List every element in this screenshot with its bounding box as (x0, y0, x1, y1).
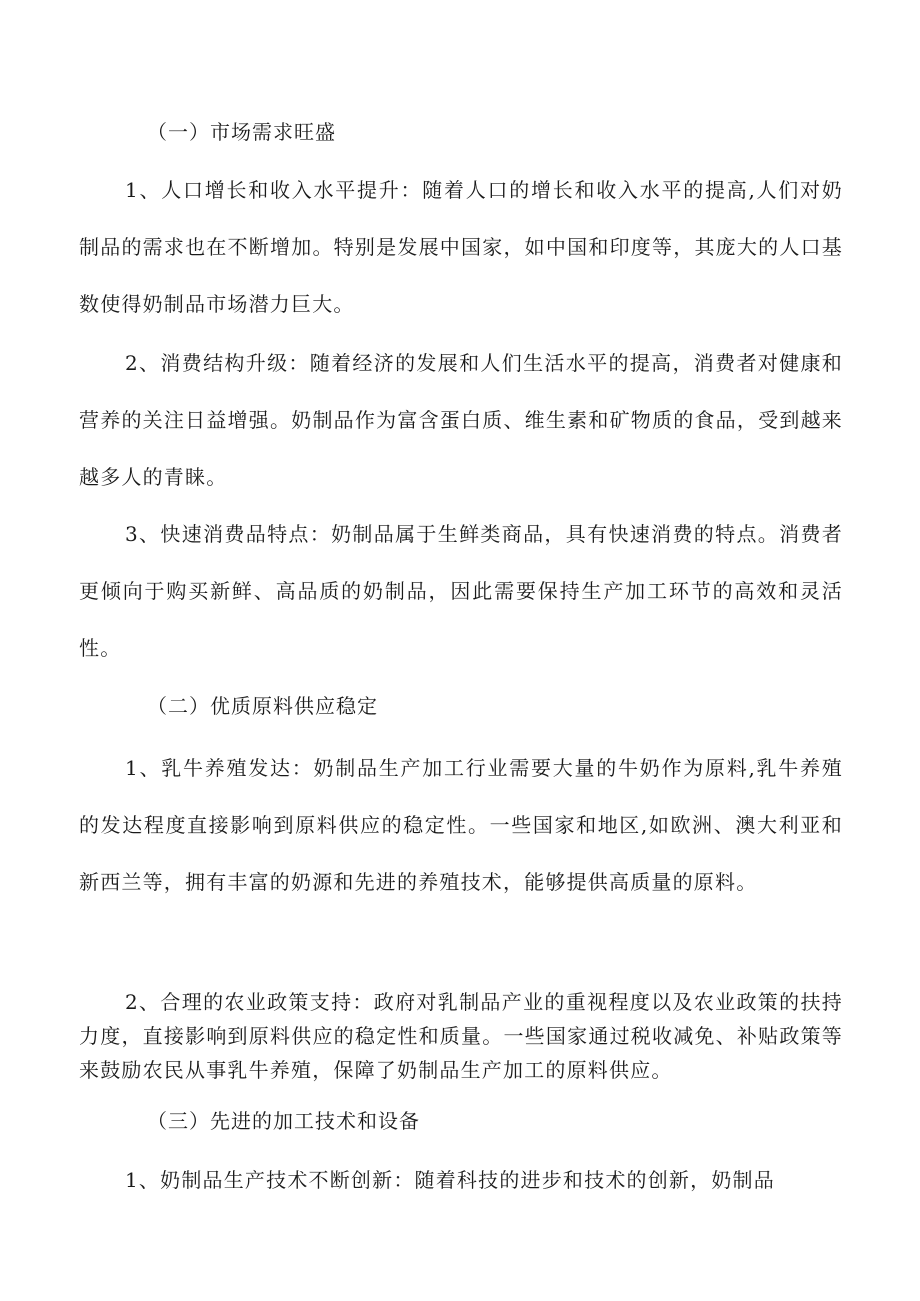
paragraph-text: 1、乳牛养殖发达：奶制品生产加工行业需要大量的牛奶作为原料,乳牛养殖的发达程度直接影响到原料供应的稳定性。一些国家和地区,如欧洲、澳大利亚和新西兰等，拥有丰富的奶源和先进的养殖技术，能够提供高质量的原料。 (79, 756, 843, 894)
paragraph-text: 2、消费结构升级：随着经济的发展和人们生活水平的提高，消费者对健康和营养的关注日益增强。奶制品作为富含蛋白质、维生素和矿物质的食品，受到越来越多人的青睐。 (79, 351, 843, 489)
paragraph (79, 506, 843, 677)
paragraph-text: 3、快速消费品特点：奶制品属于生鲜类商品，具有快速消费的特点。消费者更倾向于购买新鲜、高品质的奶制品，因此需要保持生产加工环节的高效和灵活性。 (79, 522, 843, 660)
paragraph-text: 2、合理的农业政策支持：政府对乳制品产业的重视程度以及农业政策的扶持力度，直接影响到原料供应的稳定性和质量。一些国家通过税收减免、补贴政策等来鼓励农民从事乳牛养殖，保障了奶制品生产加工的原料供应。 (79, 990, 843, 1082)
section-heading-2: （二）优质原料供应稳定 (147, 694, 378, 718)
section-heading-1: （一）市场需求旺盛 (147, 120, 336, 144)
section-heading-3: （三）先进的加工技术和设备 (147, 1109, 420, 1133)
paragraph-text: 1、奶制品生产技术不断创新：随着科技的进步和技术的创新，奶制品 (125, 1168, 775, 1192)
paragraph (79, 1152, 843, 1209)
paragraph (79, 335, 843, 506)
paragraph (79, 162, 843, 333)
paragraph (79, 985, 843, 1087)
paragraph (79, 740, 843, 911)
paragraph-text: 1、人口增长和收入水平提升：随着人口的增长和收入水平的提高,人们对奶制品的需求也在不断增加。特别是发展中国家，如中国和印度等，其庞大的人口基数使得奶制品市场潜力巨大。 (79, 178, 843, 316)
